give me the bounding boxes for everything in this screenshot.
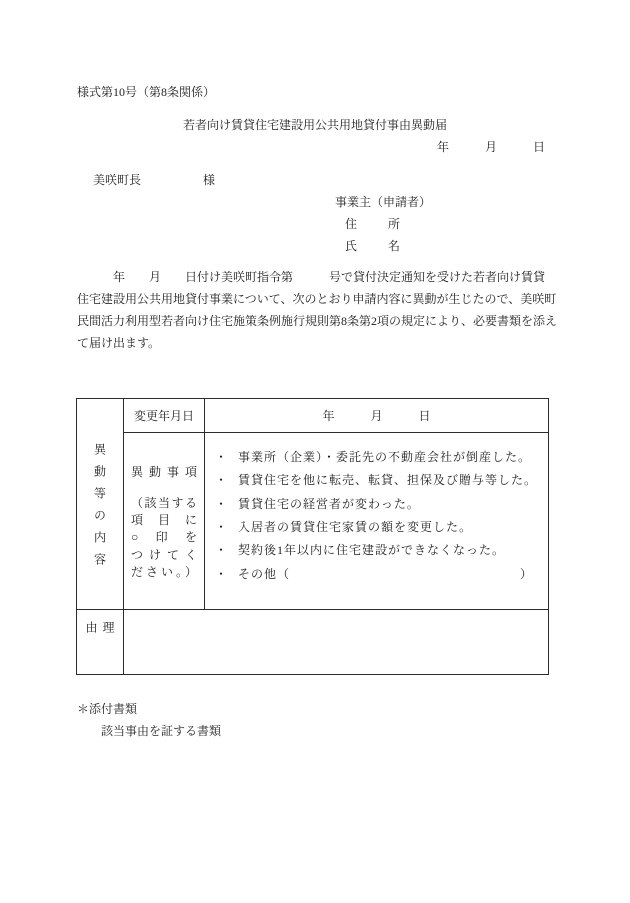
bullet-icon: ・ <box>215 520 229 535</box>
applicant-name-label <box>345 237 400 259</box>
addressee-honorific: 様 <box>203 173 216 187</box>
items-label: 異動事項 <box>131 465 197 479</box>
bullet-icon: ・ <box>215 566 229 581</box>
change-date-label-cell <box>124 399 204 432</box>
group-label: 異動等の内容 <box>92 443 107 575</box>
bullet-text: 入居者の賃貸住宅家賃の額を変更した。 <box>238 520 473 535</box>
change-date-value-cell <box>205 399 548 432</box>
items-note-line-4: つけてく <box>131 547 197 562</box>
items-label-cell <box>124 432 204 609</box>
bullet-text: その他（ <box>238 566 291 581</box>
items-note-line-1: （該当する <box>131 496 197 510</box>
bullet-icon: ・ <box>215 543 229 558</box>
bullet-item <box>215 538 540 561</box>
applicant-block <box>335 193 431 259</box>
bullet-text: 事業所（企業）・委託先の不動産会社が倒産した。 <box>238 450 532 465</box>
reason-label-cell <box>77 610 123 674</box>
document-title: 若者向け賃貸住宅建設用公共用地貸付事由異動届 <box>182 118 447 132</box>
bullet-item <box>215 445 540 468</box>
reason-label: 理由 <box>84 621 115 649</box>
applicant-name-label-second: 名 <box>387 239 400 253</box>
body-paragraph <box>77 268 563 356</box>
group-label-cell <box>77 399 123 609</box>
change-date-label: 変更年月日 <box>133 409 194 423</box>
items-note-line-2: 項目に <box>131 513 197 528</box>
bullet-item <box>215 468 540 491</box>
addressee-name: 美咲町長 <box>93 173 142 187</box>
body-line-3: 民間活力利用型若者向け住宅施策条例施行規則第8条第2項の規定により、必要書類を添え <box>77 314 558 328</box>
applicant-address-label <box>345 215 400 237</box>
bullet-icon: ・ <box>215 450 229 465</box>
applicant-address-label-first: 住 <box>345 217 358 231</box>
reason-value-cell <box>124 610 548 674</box>
body-line-2: 住宅建設用公共用地貸付事業について、次のとおり申請内容に異動が生じたので、美咲町 <box>77 292 557 306</box>
bullet-item-other <box>215 561 540 584</box>
applicant-name-label-first: 氏 <box>345 239 358 253</box>
body-line-4: て届け出ます。 <box>77 336 161 350</box>
addressee <box>93 171 215 188</box>
bullet-text: 賃貸住宅の経営者が変わった。 <box>238 496 420 511</box>
bullet-icon: ・ <box>215 496 229 511</box>
applicant-address-label-second: 所 <box>387 217 400 231</box>
other-close-paren: ） <box>519 566 532 581</box>
date-line: 年 月 日 <box>437 140 546 154</box>
items-list-cell <box>205 432 548 609</box>
body-line-1: 年 月 日付け美咲町指令第 号で貸付決定通知を受けた若者向け賃貸 <box>77 270 546 284</box>
attachments-item: 該当事由を証する書類 <box>101 724 222 738</box>
form-number: 様式第10号（第8条関係） <box>77 85 216 99</box>
change-date-value: 年 月 日 <box>322 409 431 423</box>
items-note <box>131 495 197 581</box>
bullet-item <box>215 515 540 538</box>
change-table <box>76 398 549 675</box>
bullet-text: 賃貸住宅を他に転売、転貸、担保及び贈与等した。 <box>238 473 538 488</box>
items-note-line-5: ださい。） <box>131 564 197 579</box>
bullet-item <box>215 492 540 515</box>
bullet-text: 契約後1年以内に住宅建設ができなくなった。 <box>238 543 506 558</box>
items-note-line-3: ○印を <box>131 530 197 545</box>
applicant-heading: 事業主（申請者） <box>335 195 432 209</box>
attachments-heading: ＊添付書類 <box>77 702 138 716</box>
bullet-icon: ・ <box>215 473 229 488</box>
